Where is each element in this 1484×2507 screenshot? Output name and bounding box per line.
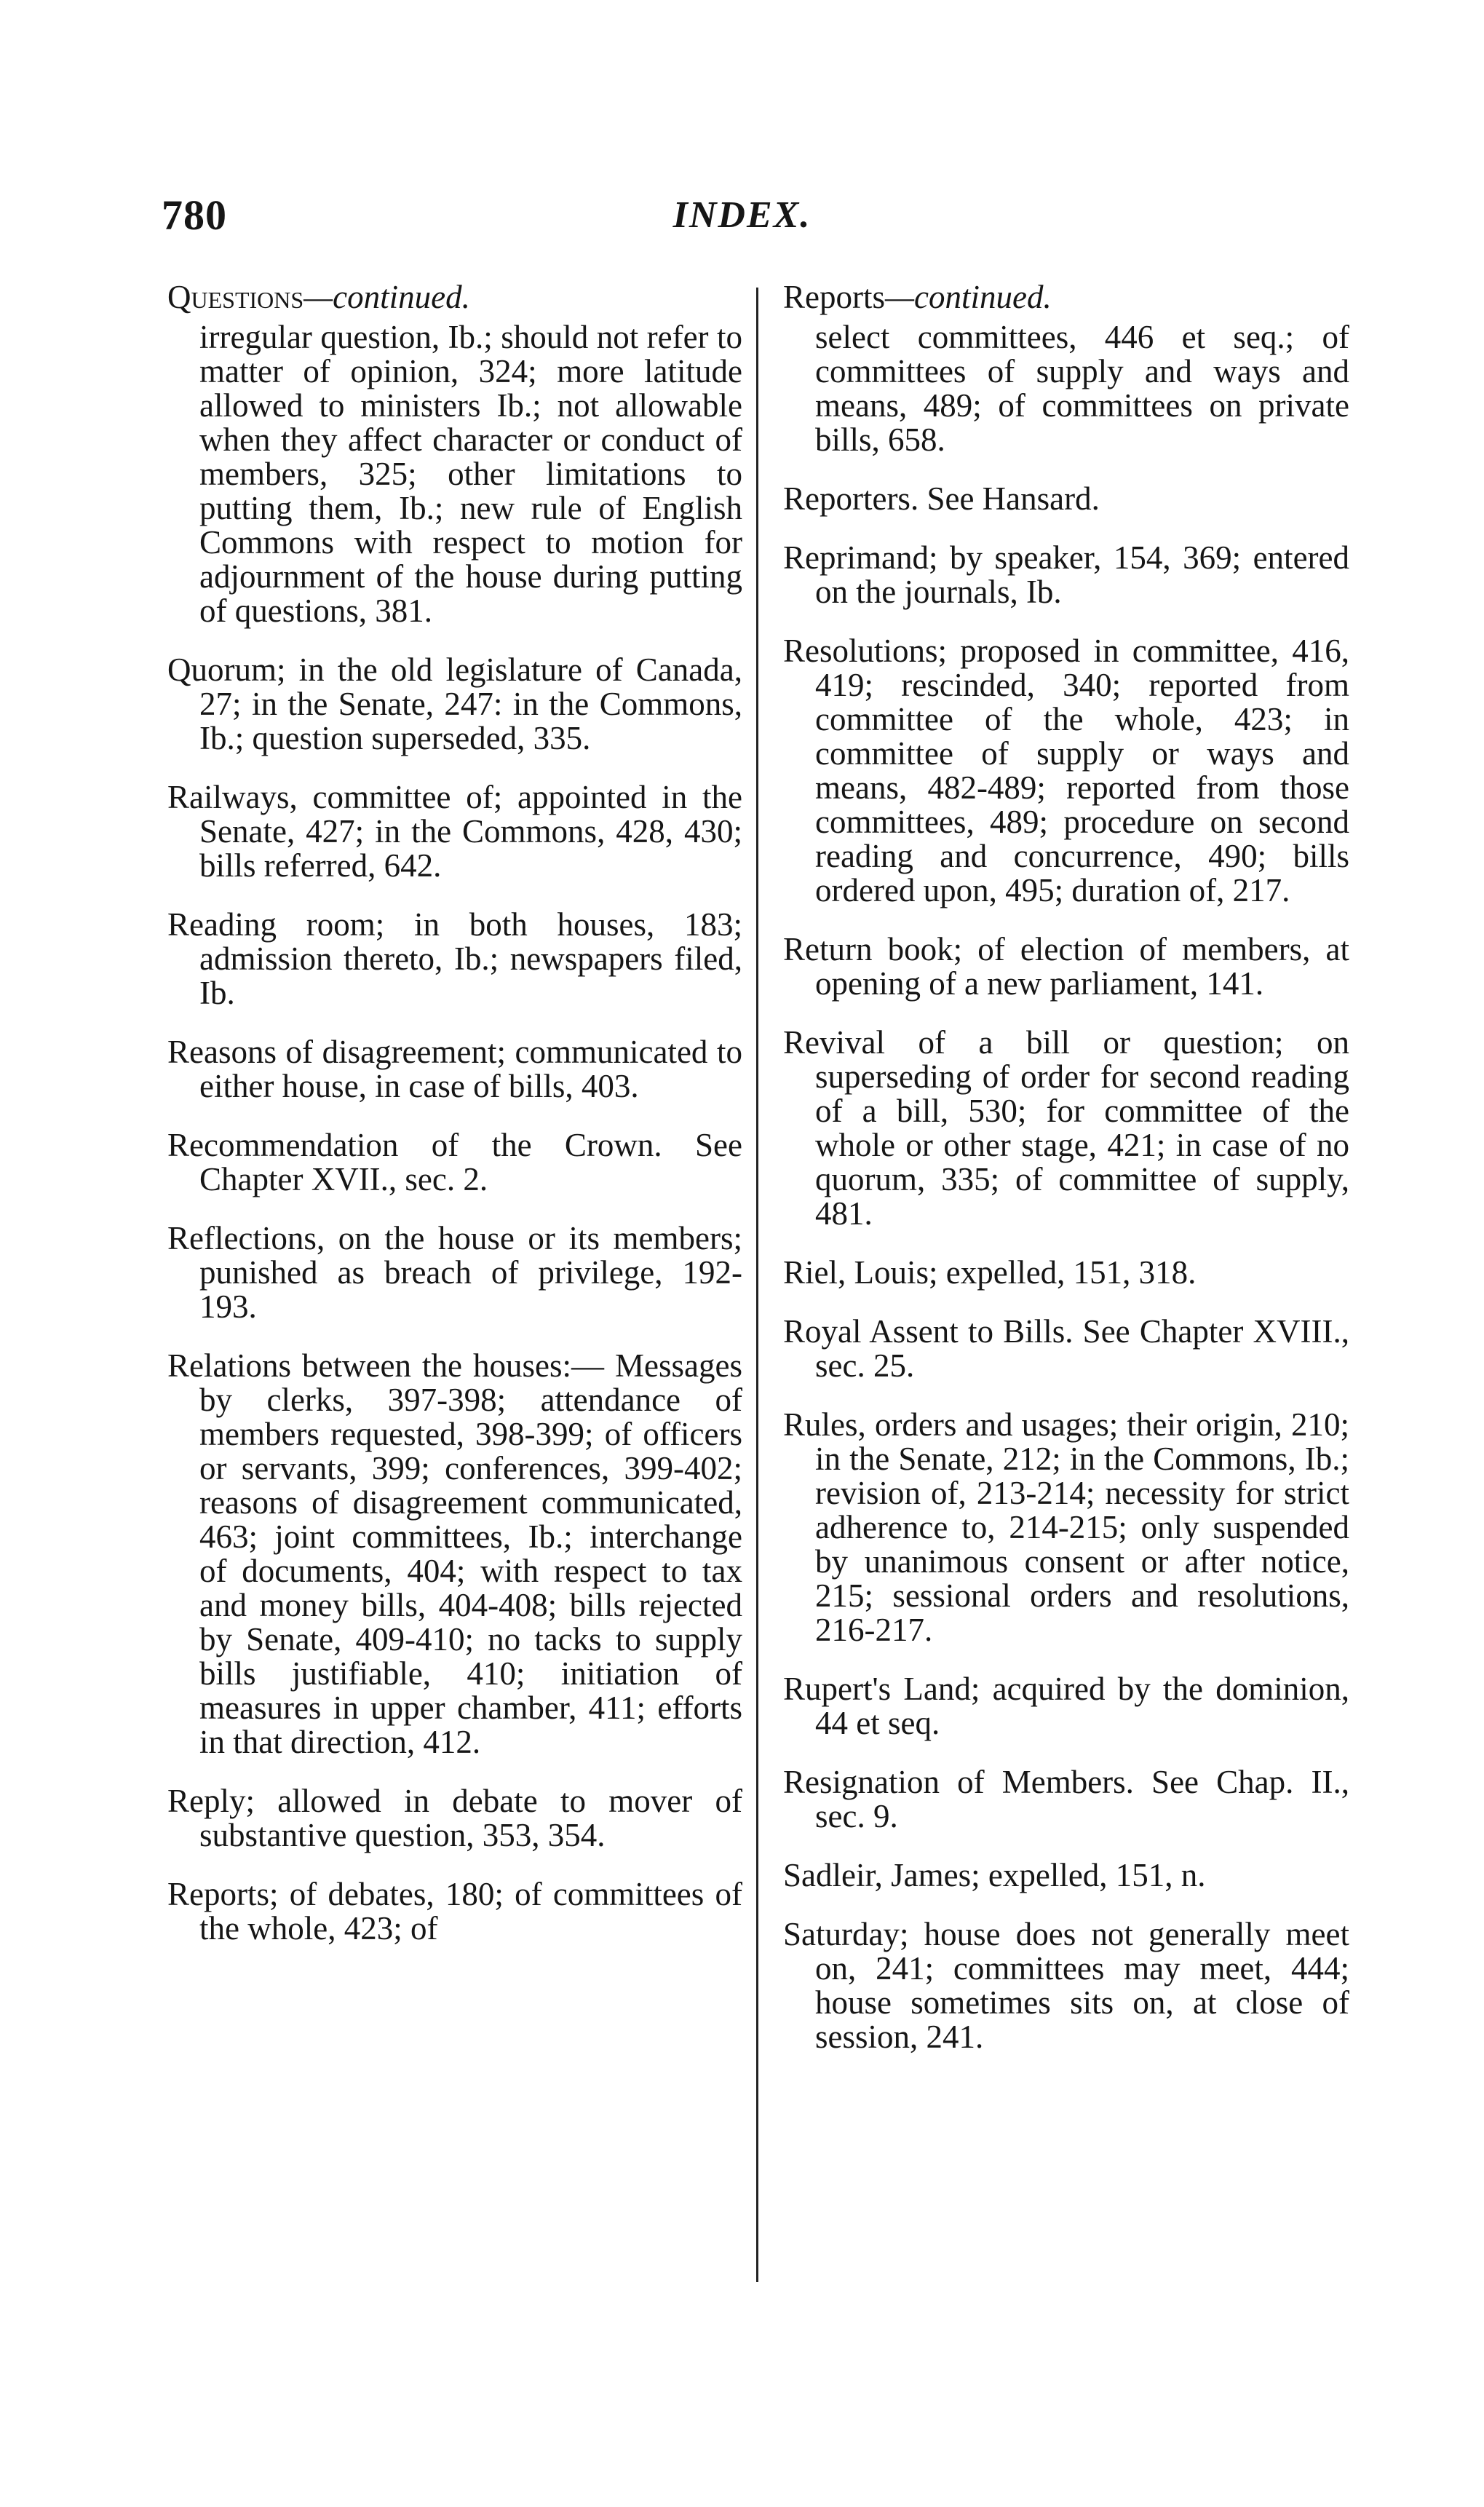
index-entry: Recommendation of the Crown. See Chapter XVII., sec. 2. [167, 1127, 742, 1197]
index-entry: Resolutions; proposed in committee, 416, 419; rescinded, 340; reported from committee of the whole, 423; in committee of supply or ways and means, 482-489; reported from those committees, 489; procedure on second reading and concurrence, 490; bills ordered upon, 495; duration of, 217. [783, 633, 1349, 908]
left-column [167, 280, 742, 1971]
index-entry: Sadleir, James; expelled, 151, n. [783, 1857, 1206, 1893]
index-entry-continuation: irregular question, Ib.; should not refer to matter of opinion, 324; more latitude allowed to ministers Ib.; not allowable when they affect character or conduct of members, 325; other limitations to putting them, Ib.; new rule of English Commons with respect to motion for adjournment of the house during putting of questions, 381. [199, 319, 742, 629]
column-divider [756, 288, 758, 2282]
index-entry: Saturday; house does not generally meet on, 241; committees may meet, 444; house sometimes sits on, at close of session, 241. [783, 1916, 1349, 2055]
continued-heading: Reports—continued. [783, 279, 1052, 315]
page-number: 780 [162, 191, 227, 239]
index-entry: Railways, committee of; appointed in the Senate, 427; in the Commons, 428, 430; bills referred, 642. [167, 779, 742, 884]
right-column [783, 280, 1349, 2079]
index-entry: Riel, Louis; expelled, 151, 318. [783, 1254, 1197, 1291]
index-entry: Revival of a bill or question; on superseding of order for second reading of a bill, 530; for committee of the whole or other stage, 421; in case of no quorum, 335; of committee of supply, 481. [783, 1024, 1349, 1232]
continued-heading: Questions—continued. [167, 279, 470, 315]
index-entry-continuation: select committees, 446 et seq.; of committees of supply and ways and means, 489; of committees on private bills, 658. [815, 319, 1349, 458]
index-entry: Reports; of debates, 180; of committees of the whole, 423; of [167, 1876, 742, 1946]
index-entry: Royal Assent to Bills. See Chapter XVIII., sec. 25. [783, 1313, 1349, 1384]
index-entry: Reply; allowed in debate to mover of substantive question, 353, 354. [167, 1783, 742, 1853]
index-entry: Reading room; in both houses, 183; admission thereto, Ib.; newspapers filed, Ib. [167, 906, 742, 1011]
index-entry: Return book; of election of members, at opening of a new parliament, 141. [783, 931, 1349, 1002]
index-entry: Reasons of disagreement; communicated to either house, in case of bills, 403. [167, 1034, 742, 1104]
index-entry: Quorum; in the old legislature of Canada, 27; in the Senate, 247: in the Commons, Ib.; question superseded, 335. [167, 651, 742, 756]
running-head: INDEX. [672, 194, 812, 236]
index-entry: Relations between the houses:— Messages by clerks, 397-398; attendance of members requested, 398-399; of officers or servants, 399; conferences, 399-402; reasons of disagreement communicated, 463; joint committees, Ib.; interchange of documents, 404; with respect to tax and money bills, 404-408; bills rejected by Senate, 409-410; no tacks to supply bills justifiable, 410; initiation of measures in upper chamber, 411; efforts in that direction, 412. [167, 1347, 742, 1760]
index-entry: Resignation of Members. See Chap. II., sec. 9. [783, 1764, 1349, 1834]
index-entry: Reporters. See Hansard. [783, 480, 1100, 517]
index-entry: Reflections, on the house or its members; punished as breach of privilege, 192-193. [167, 1220, 742, 1325]
index-entry: Rules, orders and usages; their origin, 210; in the Senate, 212; in the Commons, Ib.; revision of, 213-214; necessity for strict adherence to, 214-215; only suspended by unanimous consent or after notice, 215; sessional orders and resolutions, 216-217. [783, 1406, 1349, 1648]
index-entry: Rupert's Land; acquired by the dominion, 44 et seq. [783, 1671, 1349, 1741]
index-entry: Reprimand; by speaker, 154, 369; entered on the journals, Ib. [783, 539, 1349, 610]
